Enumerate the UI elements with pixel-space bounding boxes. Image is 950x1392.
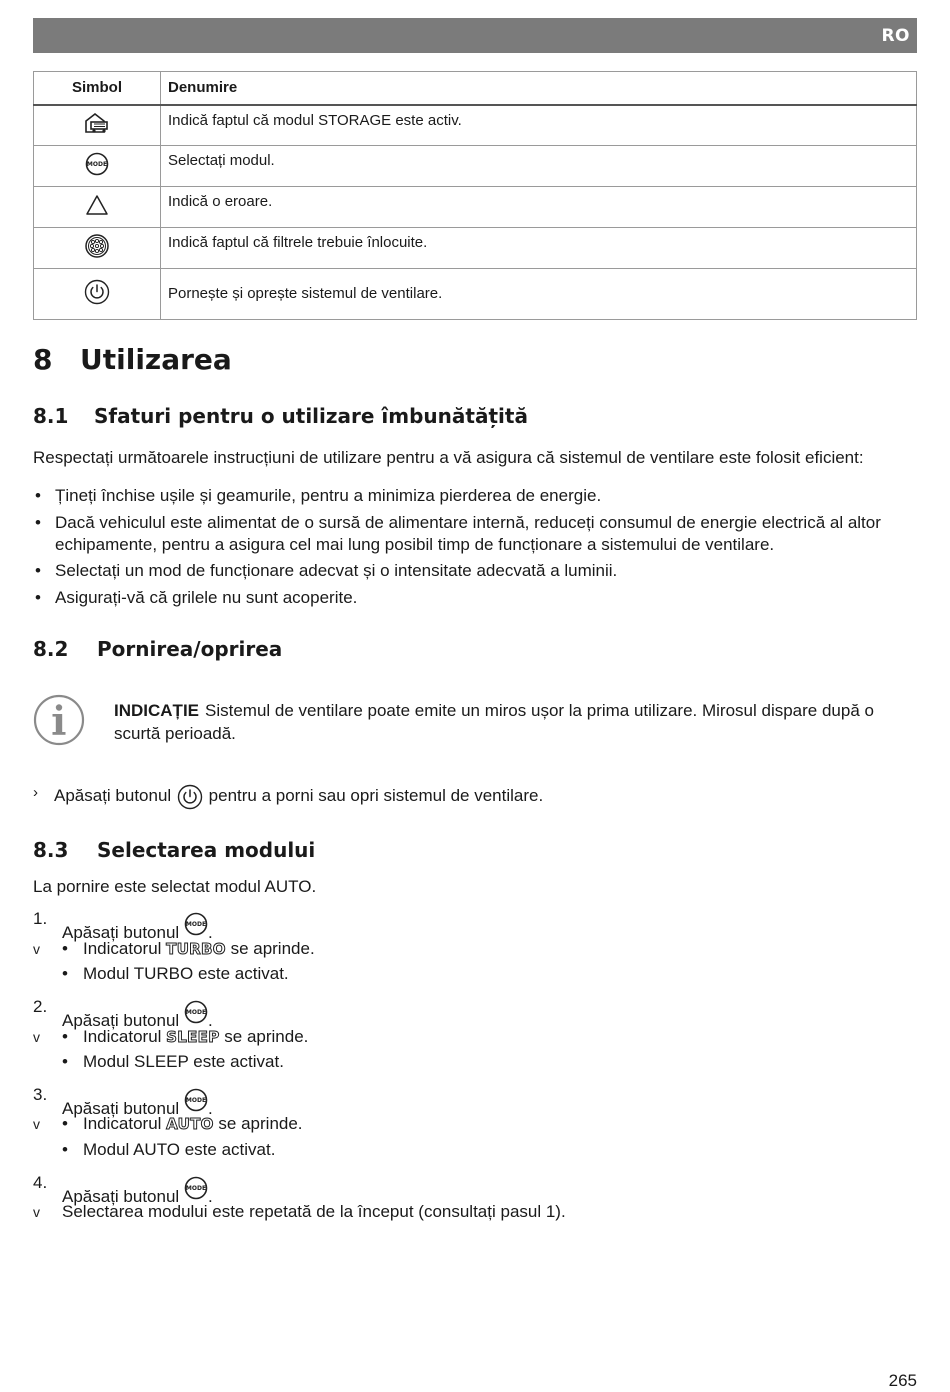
- page-number: 265: [888, 1371, 917, 1390]
- language-label: RO: [881, 26, 910, 46]
- auto-indicator: AUTO: [166, 1115, 214, 1133]
- row-text: Selectați modul.: [161, 146, 917, 187]
- list-item: • Asigurați-vă că grilele nu sunt acoperite.: [35, 588, 358, 607]
- section-8-heading: 8 Utilizarea: [33, 343, 232, 376]
- list-item: • Modul TURBO este activat.: [62, 964, 289, 983]
- table-row: [34, 269, 917, 320]
- list-item: • Indicatorul AUTO se aprinde.: [62, 1114, 303, 1133]
- row-text: Pornește și oprește sistemul de ventilare.: [161, 269, 917, 320]
- section-8-3-heading: 8.3 Selectarea modului: [33, 838, 316, 862]
- action-arrow: ›: [33, 784, 38, 801]
- step-number: 3.: [33, 1085, 48, 1104]
- section-8-3-intro: La pornire este selectat modul AUTO.: [33, 877, 317, 896]
- list-item: • Modul AUTO este activat.: [62, 1140, 276, 1159]
- step-text: Apăsați butonul MODE .: [62, 1176, 213, 1207]
- power-icon: [84, 279, 110, 305]
- list-item: • Dacă vehiculul este alimentat de o sursă de alimentare internă, reduceți consumul de energie electrică al altor echipamente, pentru a asigura cel mai lung posibil timp de funcționare a sistemului de ventilare.: [35, 513, 881, 554]
- storage-icon: [84, 111, 110, 135]
- list-item: • Selectați un mod de funcționare adecvat și o intensitate adecvată a luminii.: [35, 561, 618, 580]
- mode-icon: [184, 1176, 208, 1200]
- symbol-table: [33, 71, 917, 320]
- note-text: INDICAȚIE Sistemul de ventilare poate emite un miros ușor la prima utilizare. Mirosul dispare după o scurtă perioadă.: [114, 701, 874, 743]
- result-marker: v: [33, 1029, 40, 1045]
- list-item: • Indicatorul TURBO se aprinde.: [62, 939, 315, 958]
- sleep-indicator: SLEEP: [166, 1028, 220, 1046]
- section-8-1-intro: Respectați următoarele instrucțiuni de utilizare pentru a vă asigura că sistemul de ventilare este folosit eficient:: [33, 448, 864, 467]
- step-text: Apăsați butonul MODE .: [62, 1000, 213, 1031]
- info-icon: [33, 694, 85, 746]
- row-text: Indică faptul că modul STORAGE este activ.: [161, 105, 917, 146]
- mode-icon: [184, 1088, 208, 1112]
- list-item: • Indicatorul SLEEP se aprinde.: [62, 1027, 309, 1046]
- step-text: Apăsați butonul MODE .: [62, 912, 213, 943]
- table-header-row: [34, 72, 917, 105]
- svg-text:MODE: MODE: [185, 921, 207, 929]
- row-text: Indică faptul că filtrele trebuie înlocuite.: [161, 228, 917, 269]
- power-icon: [177, 784, 203, 810]
- table-row: [34, 105, 917, 146]
- col-name-header: Denumire: [161, 72, 917, 105]
- section-8-2-heading: 8.2 Pornirea/oprirea: [33, 637, 283, 661]
- section-8-1-heading: 8.1 Sfaturi pentru o utilizare îmbunătățită: [33, 404, 528, 428]
- turbo-indicator: TURBO: [166, 940, 226, 958]
- svg-text:MODE: MODE: [86, 161, 108, 169]
- mode-icon: [85, 152, 109, 176]
- svg-text:MODE: MODE: [185, 1097, 207, 1105]
- table-row: [34, 228, 917, 269]
- row-text: Indică o eroare.: [161, 187, 917, 228]
- action-line: › Apăsați butonul pentru a porni sau opri sistemul de ventilare.: [33, 782, 543, 810]
- list-item: • Țineți închise ușile și geamurile, pentru a minimiza pierderea de energie.: [35, 486, 602, 505]
- svg-text:MODE: MODE: [185, 1185, 207, 1193]
- table-row: [34, 146, 917, 187]
- warning-icon: [85, 194, 109, 216]
- list-item: • Modul SLEEP este activat.: [62, 1052, 284, 1071]
- header-bar: [33, 18, 917, 53]
- result-marker: v: [33, 941, 40, 957]
- step-number: 4.: [33, 1173, 48, 1192]
- step-text: Apăsați butonul MODE .: [62, 1088, 213, 1119]
- svg-text:MODE: MODE: [185, 1009, 207, 1017]
- step-number: 1.: [33, 909, 48, 928]
- note-label: INDICAȚIE: [114, 701, 199, 720]
- filter-icon: [84, 233, 110, 259]
- mode-icon: [184, 912, 208, 936]
- step-result: Selectarea modului este repetată de la început (consultați pasul 1).: [62, 1202, 566, 1221]
- mode-icon: [184, 1000, 208, 1024]
- result-marker: v: [33, 1204, 40, 1220]
- table-row: [34, 187, 917, 228]
- col-symbol-header: Simbol: [34, 72, 161, 105]
- step-number: 2.: [33, 997, 48, 1016]
- result-marker: v: [33, 1116, 40, 1132]
